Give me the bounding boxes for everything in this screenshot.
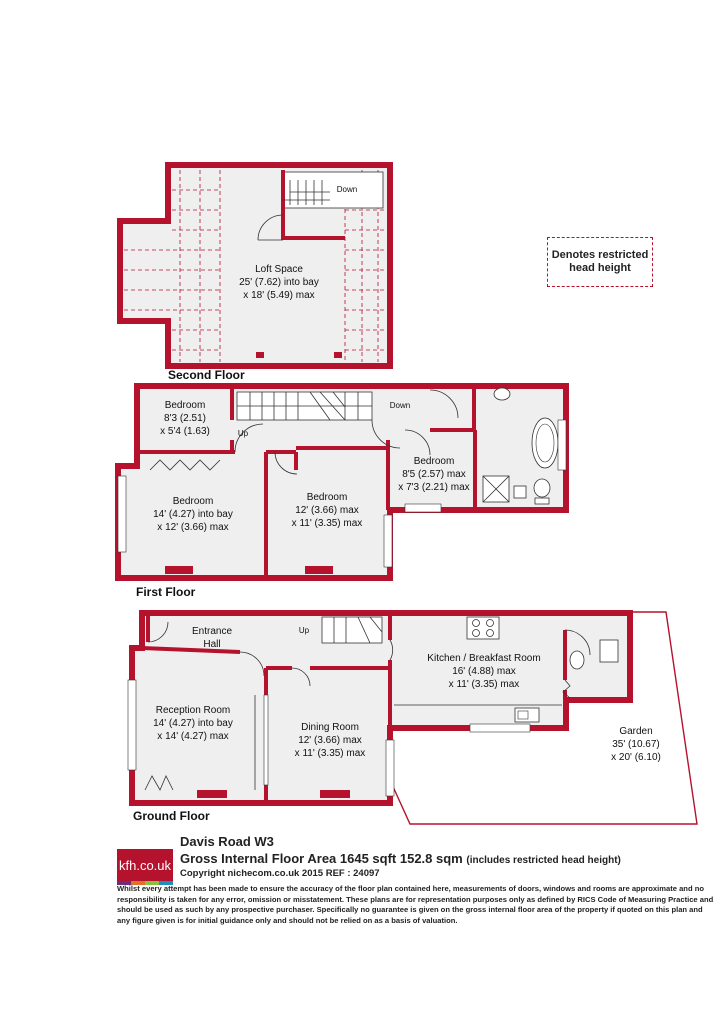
dining-room-dim1: 12' (3.66) max <box>298 735 362 746</box>
garden-dim2: x 20' (6.10) <box>611 752 661 763</box>
bedroom-front-dim2: x 12' (3.66) max <box>157 522 229 533</box>
reception-room-dim1: 14' (4.27) into bay <box>153 718 233 729</box>
bedroom-front-dim1: 14' (4.27) into bay <box>153 509 233 520</box>
disclaimer: Whilst every attempt has been made to ensure the accuracy of the floor plan contained here, measurements of doors, windows and rooms are approximate and no responsibility is taken for any error, omission or misstatement. These plans are for representation purposes only as defined by RICS Code of Measuring Practice and should be used as such by any prospective purchaser. Specifically no guarantee is given on the gross internal floor area of the property if quoted on this plan and any figure given is for initial guidance only and should not be relied on as a basis of valuation. <box>117 884 714 925</box>
area-note: (includes restricted head height) <box>466 855 621 866</box>
first-floor-down-label: Down <box>389 401 411 410</box>
bedroom-back-name: Bedroom <box>413 456 455 467</box>
dining-room-name: Dining Room <box>301 722 359 733</box>
garden-name: Garden <box>619 726 653 737</box>
bedroom-small-name: Bedroom <box>164 400 206 411</box>
garden-dim1: 35' (10.67) <box>612 739 660 750</box>
loft-space-dim1: 25' (7.62) into bay <box>239 277 319 288</box>
bedroom-small-dim1: 8'3 (2.51) <box>164 413 206 424</box>
dining-room-dim2: x 11' (3.35) max <box>294 748 366 759</box>
loft-space-name: Loft Space <box>255 264 303 275</box>
first-floor-stairs <box>237 392 372 420</box>
first-floor-plan <box>118 386 566 599</box>
bedroom-rear-dim1: 12' (3.66) max <box>295 505 359 516</box>
kitchen-name: Kitchen / Breakfast Room <box>427 653 541 664</box>
ground-floor-title: Ground Floor <box>133 809 210 823</box>
bedroom-small-dim2: x 5'4 (1.63) <box>160 426 210 437</box>
ground-floor-up-label: Up <box>298 626 310 635</box>
kfh-logo: kfh.co.uk <box>117 849 173 881</box>
ground-floor-stairs <box>322 617 382 643</box>
copyright: Copyright nichecom.co.uk 2015 REF : 24097 <box>180 868 380 879</box>
bedroom-back-dim2: x 7'3 (2.21) max <box>398 482 470 493</box>
first-floor-title: First Floor <box>136 585 196 599</box>
ground-floor-plan <box>128 612 697 824</box>
kitchen-dim1: 16' (4.88) max <box>452 666 516 677</box>
second-floor-down-label: Down <box>336 185 358 194</box>
gross-internal-area <box>180 851 621 866</box>
second-floor-plan <box>120 165 390 382</box>
first-floor-up-label: Up <box>237 429 249 438</box>
kitchen-dim2: x 11' (3.35) max <box>448 679 520 690</box>
entrance-hall-dim1: Hall <box>203 639 221 650</box>
loft-space-dim2: x 18' (5.49) max <box>243 290 315 301</box>
bedroom-rear-name: Bedroom <box>306 492 348 503</box>
bedroom-front-name: Bedroom <box>172 496 214 507</box>
entrance-hall-name: Entrance <box>191 626 233 637</box>
bedroom-rear-dim2: x 11' (3.35) max <box>291 518 363 529</box>
reception-room-name: Reception Room <box>155 705 231 716</box>
reception-room-dim2: x 14' (4.27) max <box>157 731 229 742</box>
area-text: Gross Internal Floor Area 1645 sqft 152.8 sqm <box>180 851 463 866</box>
restricted-head-height-legend: Denotes restricted head height <box>547 237 653 287</box>
second-floor-title: Second Floor <box>168 368 245 382</box>
bedroom-back-dim1: 8'5 (2.57) max <box>402 469 466 480</box>
property-address: Davis Road W3 <box>180 834 274 849</box>
